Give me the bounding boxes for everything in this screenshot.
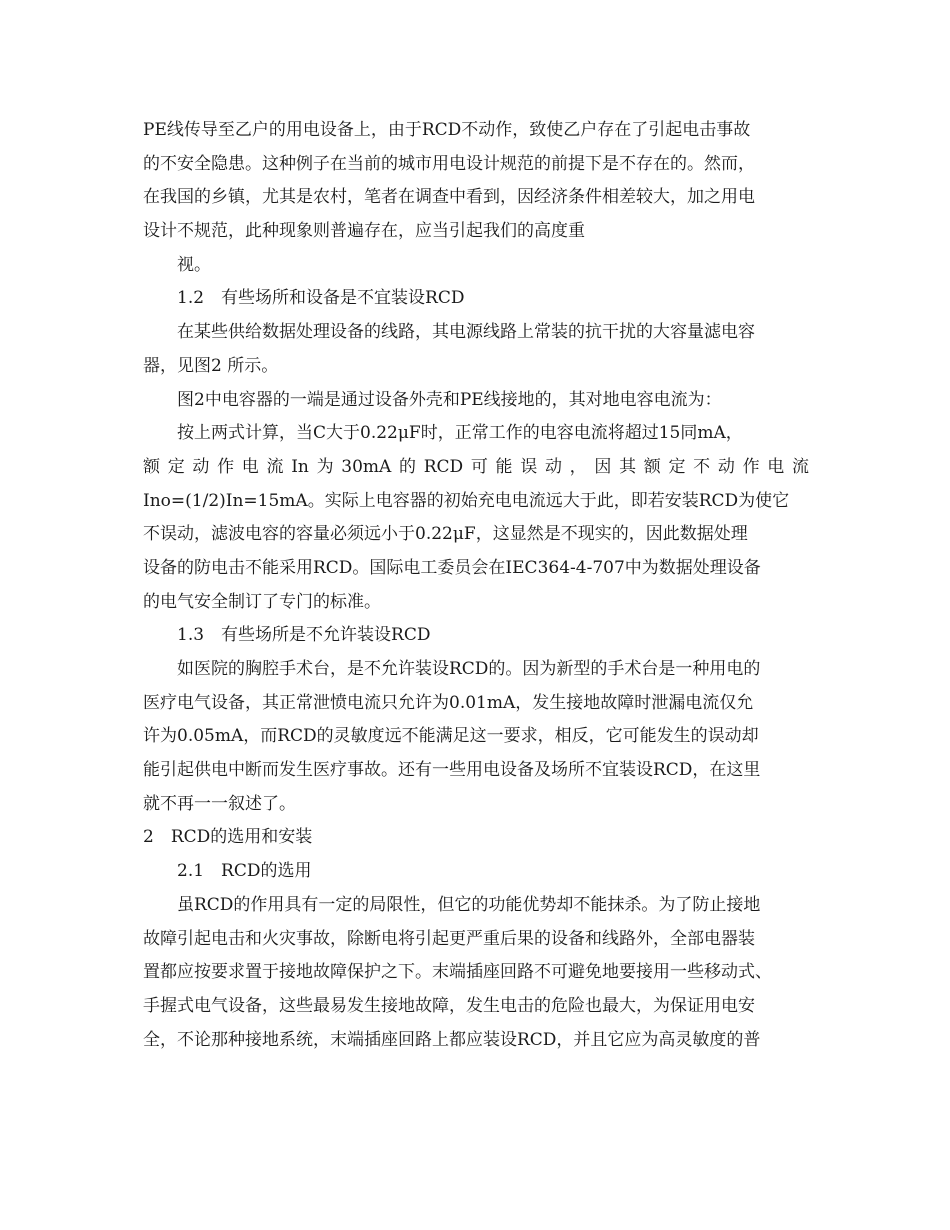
text-line: 器，见图2 所示。 [143, 355, 279, 376]
text-line: 不误动，滤波电容的容量必须远小于0.22μF，这显然是不现实的，因此数据处理 [143, 524, 748, 545]
text-line: PE线传导至乙户的用电设备上，由于RCD不动作，致使乙户存在了引起电击事故 [143, 120, 751, 140]
text-line: 图2中电容器的一端是通过设备外壳和PE线接地的，其对地电容电流为： [177, 389, 722, 410]
text-line: 医疗电气设备，其正常泄愤电流只允许为0.01mA，发生接地故障时泄漏电流仅允 [143, 692, 754, 713]
text-line: 全，不论那种接地系统，末端插座回路上都应装设RCD，并且它应为高灵敏度的普 [143, 1029, 761, 1050]
text-line: 在某些供给数据处理设备的线路，其电源线路上常装的抗干扰的大容量滤电容 [177, 322, 755, 343]
text-line: 按上两式计算，当C大于0.22μF时，正常工作的电容电流将超过15同mA， [177, 423, 743, 444]
text-line: 的不安全隐患。这种例子在当前的城市用电设计规范的前提下是不存在的。然而， [143, 153, 755, 174]
text-line: 就不再一一叙述了。 [143, 793, 296, 814]
text-line: 额定动作电流In为30mA的RCD可能误动，因其额定不动作电流 [143, 456, 809, 477]
text-line: 置都应按要求置于接地故障保护之下。末端插座回路不可避免地要接用一些移动式、 [143, 962, 772, 983]
text-line: 虽RCD的作用具有一定的局限性，但它的功能优势却不能抹杀。为了防止接地 [177, 894, 761, 915]
body-text [143, 114, 809, 1057]
text-line: 手握式电气设备，这些最易发生接地故障，发生电击的危险也最大，为保证用电安 [143, 995, 755, 1016]
section-heading-1-2: 1.2 有些场所和设备是不宜装设RCD [177, 288, 465, 309]
section-heading-1-3: 1.3 有些场所是不允许装设RCD [177, 625, 431, 646]
section-heading-2: 2 RCD的选用和安装 [143, 827, 313, 848]
text-line: 许为0.05mA，而RCD的灵敏度远不能满足这一要求，相反，它可能发生的误动却 [143, 726, 759, 747]
text-line: 如医院的胸腔手术台，是不允许装设RCD的。因为新型的手术台是一种用电的 [177, 659, 761, 679]
text-line: 能引起供电中断而发生医疗事故。还有一些用电设备及场所不宜装设RCD，在这里 [143, 760, 761, 781]
text-line: Ino=(1/2)In=15mA。实际上电容器的初始充电电流远大于此，即若安装RCD为使它 [143, 490, 790, 511]
text-line: 设计不规范，此种现象则普遍存在，应当引起我们的高度重 [143, 221, 585, 242]
text-line: 视。 [177, 254, 211, 275]
text-line: 故障引起电击和火灾事故，除断电将引起更严重后果的设备和线路外，全部电器装 [143, 928, 755, 949]
text-line: 的电气安全制订了专门的标准。 [143, 591, 381, 612]
text-line: 在我国的乡镇，尤其是农村，笔者在调查中看到，因经济条件相差较大，加之用电 [143, 187, 755, 208]
text-line: 设备的防电击不能采用RCD。国际电工委员会在IEC364-4-707中为数据处理设备 [143, 557, 761, 578]
section-heading-2-1: 2.1 RCD的选用 [177, 861, 312, 882]
